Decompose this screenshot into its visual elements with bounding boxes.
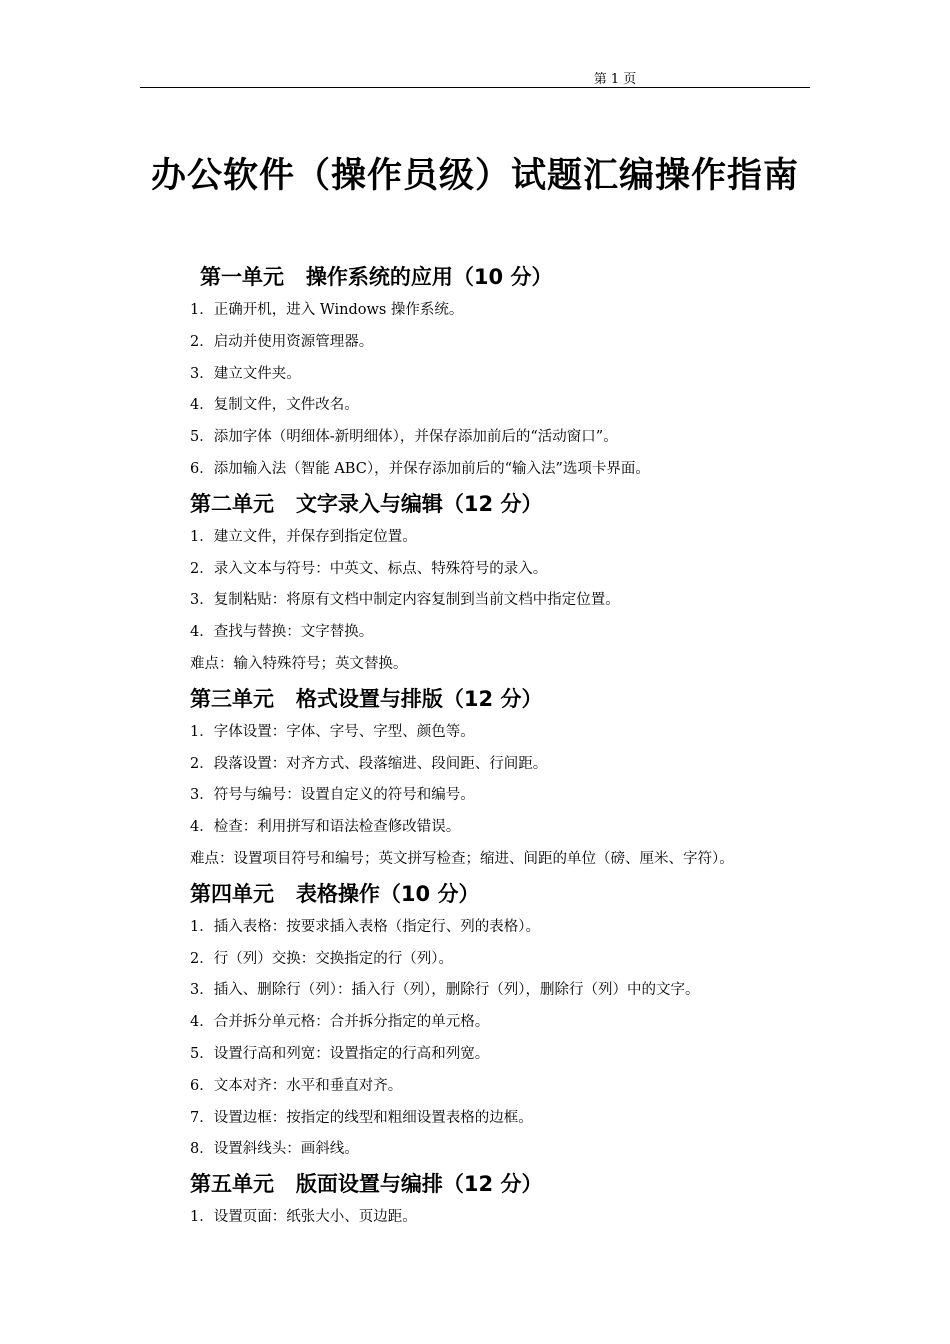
unit-4 [190,876,890,1166]
list-item: 1．建立文件，并保存到指定位置。 [190,528,417,545]
list-item: 7．设置边框：按指定的线型和粗细设置表格的边框。 [190,1109,533,1126]
unit-title: 第二单元 文字录入与编辑（12 分） [190,491,543,516]
header-rule [140,87,810,88]
list-item: 3．插入、删除行（列）：插入行（列），删除行（列），删除行（列）中的文字。 [190,982,700,999]
page-number-header: 第 1 页 [593,72,637,87]
unit-2 [190,486,890,681]
unit-title: 第五单元 版面设置与编排（12 分） [190,1172,543,1197]
list-item: 6．添加输入法（智能 ABC），并保存添加前后的“输入法”选项卡界面。 [190,460,650,477]
list-item: 4．查找与替换：文字替换。 [190,624,374,641]
unit-3 [190,681,890,876]
list-item: 4．复制文件，文件改名。 [190,397,359,414]
difficulty-note: 难点：输入特殊符号；英文替换。 [190,655,408,672]
list-item: 5．添加字体（明细体-新明细体），并保存添加前后的“活动窗口”。 [190,429,618,446]
unit-title: 第一单元 操作系统的应用（10 分） [200,265,553,289]
list-item: 2．启动并使用资源管理器。 [190,333,374,350]
unit-title: 第四单元 表格操作（10 分） [190,881,480,906]
list-item: 3．复制粘贴：将原有文档中制定内容复制到当前文档中指定位置。 [190,592,620,609]
list-item: 3．符号与编号：设置自定义的符号和编号。 [190,787,475,804]
list-item: 3．建立文件夹。 [190,365,301,382]
document-body [190,259,890,1234]
list-item: 8．设置斜线头：画斜线。 [190,1141,359,1158]
list-item: 2．段落设置：对齐方式、段落缩进、段间距、行间距。 [190,755,548,772]
list-item: 4．检查：利用拼写和语法检查修改错误。 [190,819,461,836]
difficulty-note: 难点：设置项目符号和编号；英文拼写检查；缩进、间距的单位（磅、厘米、字符）。 [190,850,734,867]
list-item: 4．合并拆分单元格：合并拆分指定的单元格。 [190,1014,490,1031]
list-item: 6．文本对齐：水平和垂直对齐。 [190,1077,403,1094]
document-title: 办公软件（操作员级）试题汇编操作指南 [150,156,799,196]
unit-1 [190,259,890,486]
unit-title: 第三单元 格式设置与排版（12 分） [190,686,543,711]
list-item: 2．行（列）交换：交换指定的行（列）。 [190,950,453,967]
list-item: 2．录入文本与符号：中英文、标点、特殊符号的录入。 [190,560,548,577]
unit-5 [190,1166,890,1234]
list-item: 1．字体设置：字体、字号、字型、颜色等。 [190,723,475,740]
list-item: 5．设置行高和列宽：设置指定的行高和列宽。 [190,1045,490,1062]
list-item: 1．插入表格：按要求插入表格（指定行、列的表格）。 [190,918,540,935]
list-item: 1．正确开机，进入 Windows 操作系统。 [190,302,464,318]
list-item: 1．设置页面：纸张大小、页边距。 [190,1209,417,1226]
